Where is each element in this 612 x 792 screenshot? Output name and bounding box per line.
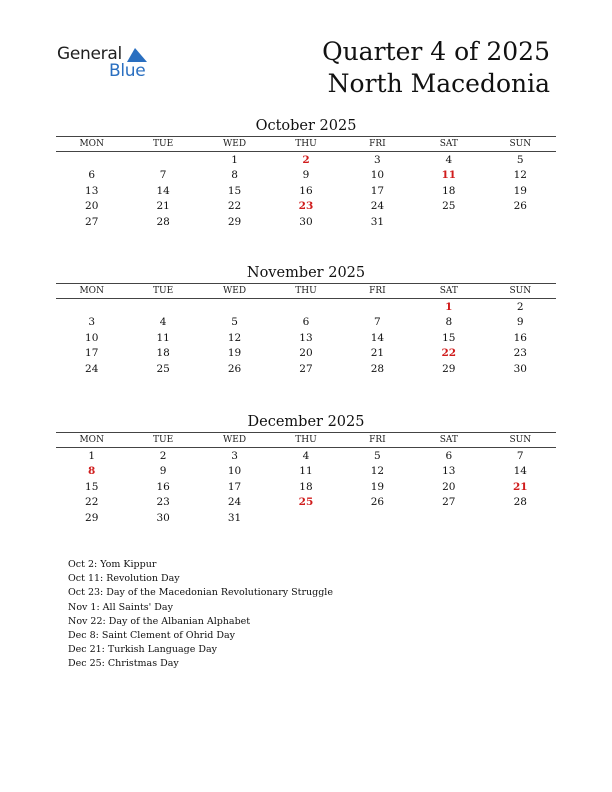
day-cell: 27 [299, 362, 313, 375]
day-cell: 23 [513, 347, 527, 360]
calendar-grid [56, 283, 556, 377]
weekday-header: FRI [342, 137, 413, 152]
week-row [56, 199, 556, 215]
day-cell: 3 [231, 449, 238, 462]
day-cell: 27 [442, 496, 456, 509]
day-cell: 1 [88, 449, 96, 462]
day-cell: 12 [370, 465, 385, 478]
day-cell: 2 [516, 300, 524, 313]
logo-blue-text: Blue [109, 61, 146, 81]
empty-day-cell [413, 510, 484, 526]
day-cell: 5 [374, 449, 381, 462]
logo-general-text: General [57, 44, 122, 64]
day-cell: 29 [227, 215, 242, 228]
weekday-header: MON [56, 284, 127, 299]
weekday-header: SAT [413, 284, 484, 299]
day-cell: 24 [227, 496, 242, 509]
week-row [56, 448, 556, 464]
holiday-note: Oct 2: Yom Kippur [68, 559, 157, 570]
day-cell: 15 [227, 184, 242, 197]
month-december [56, 412, 556, 526]
week-row [56, 168, 556, 184]
weekday-header: SUN [485, 137, 556, 152]
holiday-note: Oct 23: Day of the Macedonian Revolutionary Struggle [68, 587, 333, 599]
day-cell: 8 [231, 169, 238, 182]
day-cell: 8 [445, 316, 453, 329]
holiday-day-cell: 1 [445, 300, 453, 313]
day-cell: 20 [85, 200, 99, 213]
day-cell: 4 [159, 316, 167, 329]
day-cell: 5 [516, 153, 524, 166]
weekday-header: FRI [342, 433, 413, 448]
day-cell: 30 [156, 511, 170, 524]
holiday-note: Oct 11: Revolution Day [68, 573, 180, 585]
empty-day-cell [127, 152, 198, 168]
day-cell: 4 [302, 449, 310, 462]
day-cell: 30 [513, 362, 527, 375]
day-cell: 26 [370, 496, 385, 509]
day-cell: 22 [85, 496, 99, 509]
day-cell: 7 [516, 449, 524, 462]
day-cell: 22 [227, 200, 242, 213]
day-cell: 6 [445, 449, 453, 462]
week-row [56, 346, 556, 362]
empty-day-cell [56, 299, 127, 315]
week-row [56, 361, 556, 377]
holiday-day-cell: 2 [302, 153, 310, 166]
weekday-header: THU [270, 284, 341, 299]
empty-day-cell [342, 510, 413, 526]
empty-day-cell [270, 299, 341, 315]
day-cell: 5 [231, 316, 238, 329]
day-cell: 13 [442, 465, 456, 478]
weekday-header: TUE [127, 284, 198, 299]
day-cell: 18 [442, 184, 456, 197]
empty-day-cell [485, 214, 556, 230]
day-cell: 12 [513, 169, 527, 182]
page-title [322, 36, 550, 100]
calendar-grid [56, 432, 556, 526]
day-cell: 25 [442, 200, 456, 213]
day-cell: 13 [85, 184, 99, 197]
day-cell: 2 [159, 449, 167, 462]
month-title: October 2025 [255, 118, 357, 134]
day-cell: 13 [299, 331, 313, 344]
holiday-note: Nov 1: All Saints' Day [68, 601, 173, 613]
day-cell: 9 [516, 316, 524, 329]
day-cell: 11 [299, 465, 313, 478]
empty-day-cell [342, 299, 413, 315]
weekday-header: MON [56, 433, 127, 448]
day-cell: 10 [85, 331, 99, 344]
day-cell: 18 [299, 480, 313, 493]
holiday-note: Dec 21: Turkish Language Day [68, 644, 218, 656]
day-cell: 17 [370, 184, 385, 197]
weekday-header: SUN [485, 433, 556, 448]
day-cell: 20 [299, 347, 313, 360]
holiday-note: Dec 25: Christmas Day [68, 658, 179, 670]
week-row [56, 464, 556, 480]
day-cell: 26 [513, 200, 527, 213]
weekday-header: WED [199, 137, 270, 152]
weekday-header: TUE [127, 137, 198, 152]
holiday-day-cell: 22 [441, 347, 457, 360]
week-row [56, 495, 556, 511]
weekday-header: SAT [413, 433, 484, 448]
day-cell: 16 [299, 184, 313, 197]
day-cell: 7 [374, 316, 381, 329]
day-cell: 1 [231, 153, 238, 166]
day-cell: 19 [227, 347, 242, 360]
day-cell: 3 [88, 316, 96, 329]
title-quarter: Quarter 4 of 2025 [322, 37, 550, 66]
day-cell: 29 [85, 511, 99, 524]
day-cell: 14 [370, 331, 385, 344]
holiday-note: Nov 22: Day of the Albanian Alphabet [68, 615, 251, 627]
weekday-header: FRI [342, 284, 413, 299]
day-cell: 9 [159, 465, 167, 478]
week-row [56, 299, 556, 315]
day-cell: 6 [302, 316, 310, 329]
weekday-header: WED [199, 284, 270, 299]
empty-day-cell [127, 299, 198, 315]
day-cell: 31 [227, 511, 242, 524]
day-cell: 30 [299, 215, 313, 228]
day-cell: 26 [227, 362, 242, 375]
day-cell: 3 [374, 153, 381, 166]
month-title: December 2025 [247, 414, 365, 430]
weekday-header: TUE [127, 433, 198, 448]
month-october [56, 116, 556, 230]
weekday-header: SAT [413, 137, 484, 152]
week-row [56, 330, 556, 346]
weekday-header: MON [56, 137, 127, 152]
month-november [56, 263, 556, 377]
day-cell: 16 [156, 480, 170, 493]
generalblue-logo [57, 44, 157, 80]
day-cell: 24 [370, 200, 385, 213]
day-cell: 25 [156, 362, 170, 375]
week-row [56, 315, 556, 331]
holiday-day-cell: 21 [512, 480, 528, 493]
day-cell: 6 [88, 169, 96, 182]
day-cell: 28 [370, 362, 385, 375]
weekday-header: WED [199, 433, 270, 448]
day-cell: 28 [513, 496, 527, 509]
day-cell: 17 [227, 480, 242, 493]
day-cell: 17 [85, 347, 99, 360]
day-cell: 23 [156, 496, 170, 509]
title-country: North Macedonia [327, 69, 550, 98]
day-cell: 21 [370, 347, 385, 360]
calendar-grid [56, 136, 556, 230]
day-cell: 15 [442, 331, 456, 344]
empty-day-cell [413, 214, 484, 230]
day-cell: 4 [445, 153, 453, 166]
week-row [56, 510, 556, 526]
day-cell: 19 [370, 480, 385, 493]
day-cell: 24 [85, 362, 99, 375]
day-cell: 9 [302, 169, 310, 182]
weekday-header: SUN [485, 284, 556, 299]
week-row [56, 479, 556, 495]
day-cell: 20 [442, 480, 456, 493]
holiday-day-cell: 11 [441, 169, 457, 182]
day-cell: 12 [227, 331, 242, 344]
day-cell: 28 [156, 215, 170, 228]
day-cell: 14 [156, 184, 170, 197]
day-cell: 10 [227, 465, 242, 478]
holiday-day-cell: 25 [298, 496, 314, 509]
empty-day-cell [270, 510, 341, 526]
weekday-header: THU [270, 137, 341, 152]
day-cell: 16 [513, 331, 527, 344]
day-cell: 29 [442, 362, 456, 375]
holiday-note: Dec 8: Saint Clement of Ohrid Day [68, 630, 236, 642]
day-cell: 11 [156, 331, 170, 344]
holiday-day-cell: 8 [88, 465, 96, 478]
day-cell: 19 [513, 184, 527, 197]
empty-day-cell [199, 299, 270, 315]
day-cell: 14 [513, 465, 527, 478]
day-cell: 7 [159, 169, 167, 182]
week-row [56, 152, 556, 168]
weekday-header: THU [270, 433, 341, 448]
day-cell: 31 [370, 215, 385, 228]
day-cell: 18 [156, 347, 170, 360]
day-cell: 27 [85, 215, 99, 228]
day-cell: 15 [85, 480, 99, 493]
week-row [56, 183, 556, 199]
holiday-day-cell: 23 [298, 200, 314, 213]
empty-day-cell [485, 510, 556, 526]
empty-day-cell [56, 152, 127, 168]
day-cell: 10 [370, 169, 385, 182]
holiday-list [68, 558, 333, 672]
day-cell: 21 [156, 200, 170, 213]
month-title: November 2025 [246, 265, 366, 281]
week-row [56, 214, 556, 230]
